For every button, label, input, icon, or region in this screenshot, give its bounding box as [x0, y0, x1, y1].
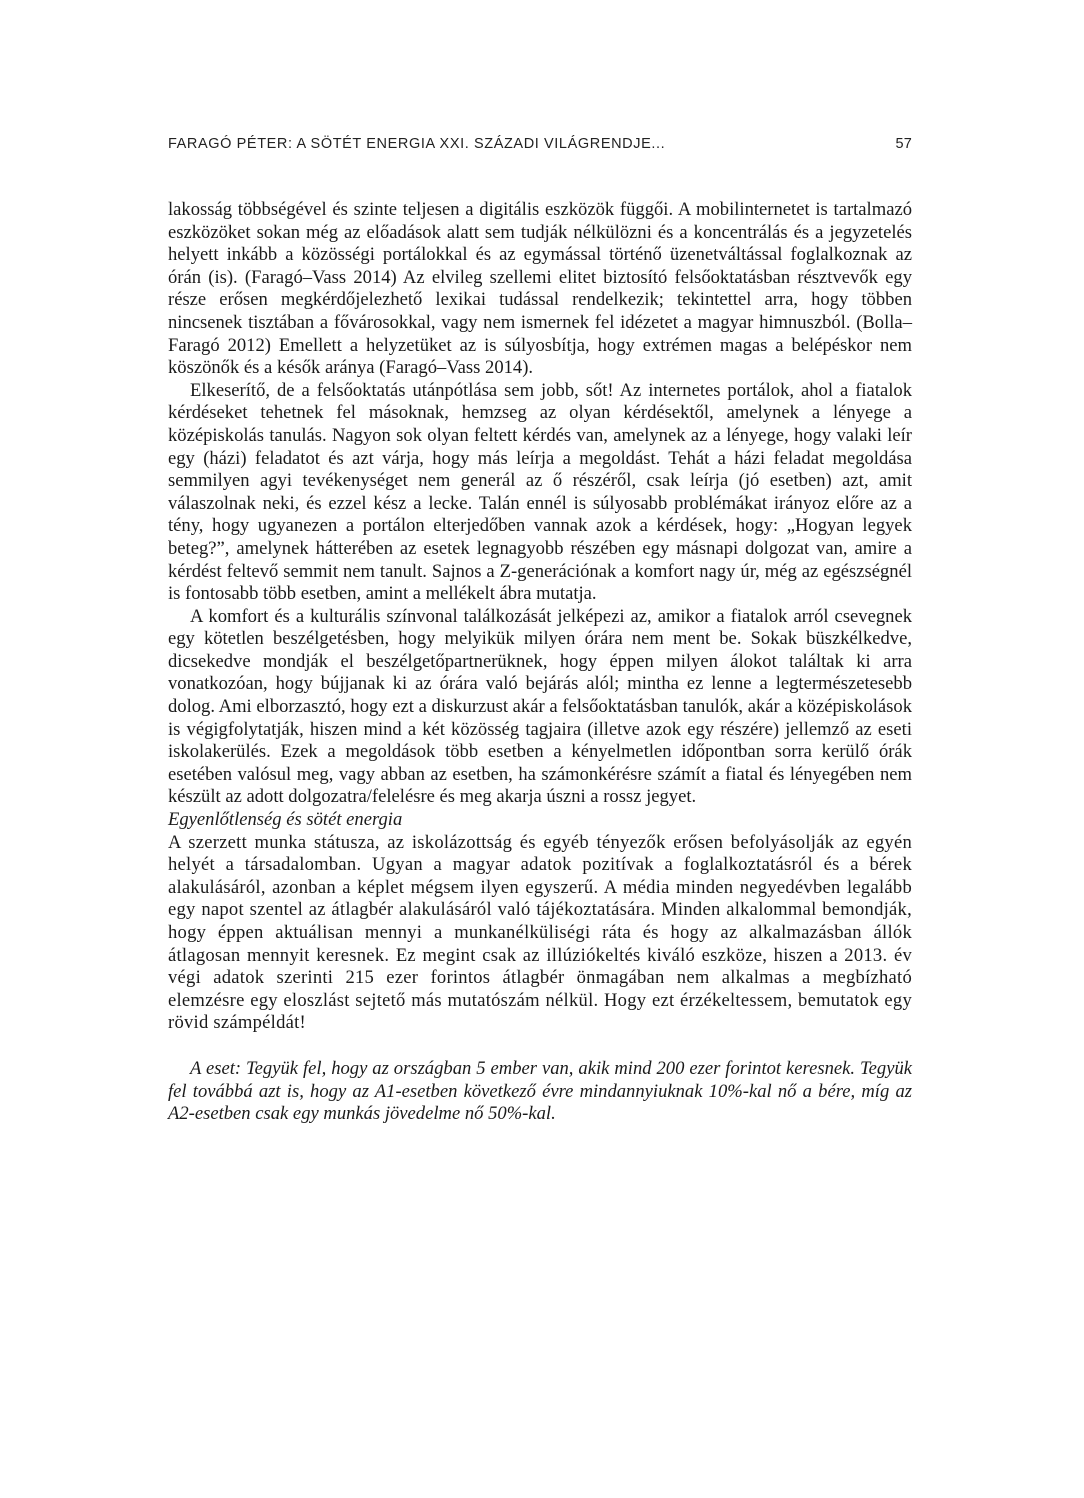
running-head: [168, 136, 912, 156]
body-text: [168, 199, 912, 1126]
section-heading: Egyenlőtlenség és sötét energia: [168, 809, 403, 831]
section-paragraph: A szerzett munka státusza, az iskolázottság és egyéb tényezők erősen befolyásolják az egyén helyét a társadalomban. Ugyan a magyar adatok pozitívak a foglalkoztatásról és a bérek alakulásáról, azonban a képlet mégsem ilyen egyszerű. A média minden negyedévben legalább egy napot szentel az átlagbér alakulásáról való tájékoztatására. Minden alkalommal bemondják, hogy éppen aktuálisan mennyi a munkanélküliségi ráta és hogy az alkalmazásban állók átlagosan mennyit keresnek. Ez megint csak az illúziókeltés kiváló eszköze, hiszen a 2013. év végi adatok szerinti 215 ezer forintos átlagbér önmagában nem alkalmas a megbízható elemzésre egy eloszlást sejtető más mutatószám nélkül. Hogy ezt érzékeltessem, bemutatok egy rövid számpéldát!: [168, 831, 912, 1034]
example-paragraph: A eset: Tegyük fel, hogy az országban 5 ember van, akik mind 200 ezer forintot keresnek. Tegyük fel továbbá azt is, hogy az A1-esetben következő évre mindannyiuknak 10%-kal nő a bére, míg az A2-esetben csak egy munkás jövedelme nő 50%-kal.: [168, 1057, 912, 1125]
paragraph: Elkeserítő, de a felsőoktatás utánpótlása sem jobb, sőt! Az internetes portálok, ahol a fiatalok kérdéseket tehetnek fel másoknak, hemzseg az olyan kérdésektől, amelynek a lényege a középiskolás tanulás. Nagyon sok olyan feltett kérdés van, amelynek az a lényege, hogy valaki leír egy (házi) feladatot és azt várja, hogy más leírja a megoldást. Tehát a házi feladat megoldása semmilyen agyi tevékenységet nem generál az ő részéről, csak leírja (jó esetben) azt, amit válaszolnak neki, és ezzel kész a lecke. Talán ennél is súlyosabb problémákat irányoz előre az a tény, hogy ugyanezen a portálon elterjedőben vannak azok a kérdések, hogy: „Hogyan legyek beteg?”, amelynek hátterében az esetek legnagyobb részében egy másnapi dolgozat van, amire a kérdést feltevő semmit nem tanult. Sajnos a Z-generációnak a komfort nagy úr, még az egészségnél is fontosabb több esetben, amint a mellékelt ábra mutatja.: [168, 379, 912, 605]
paragraph-continuation: lakosság többségével és szinte teljesen a digitális eszközök függői. A mobilinternetet is tartalmazó eszközöket sokan még az előadások alatt sem tudják nélkülözni és a koncentrálás és a jegyzetelés helyett inkább a közösségi portálokkal és az egymással történő üzenetváltással foglalkoznak az órán (is). (Faragó–Vass 2014) Az elvileg szellemi elitet biztosító felsőoktatásban résztvevők egy része erősen megkérdőjelezhető lexikai tudással rendelkezik; tekintettel arra, hogy többen nincsenek tisztában a fővárosokkal, vagy nem ismernek fel idézetet a magyar himnuszból. (Bolla–Faragó 2012) Emellett a helyzetüket az is súlyosbítja, hogy extrémen magas a belépéskor nem köszönők és a késők aránya (Faragó–Vass 2014).: [168, 199, 912, 379]
document-page: [168, 0, 912, 1498]
running-head-title: FARAGÓ PÉTER: A SÖTÉT ENERGIA XXI. SZÁZADI VILÁGRENDJE...: [168, 136, 666, 152]
paragraph: A komfort és a kulturális színvonal találkozását jelképezi az, amikor a fiatalok arról csevegnek egy kötetlen beszélgetésben, hogy melyikük milyen órára nem ment be. Sokak büszkélkedve, dicsekedve mondják el beszélgetőpartnerüknek, hogy éppen milyen álokot találtak ki arra vonatkozóan, hogy bújjanak ki az órára való bejárás alól; mintha ez lenne a legtermészetesebb dolog. Ami elborzasztó, hogy ezt a diskurzust akár a felsőoktatásban tanulók, akár a középiskolások is végigfolytatják, hiszen mind a két közösség tagjaira (illetve azok egy részére) jellemző az eseti iskolakerülés. Ezek a megoldások több esetben a kényelmetlen időpontban sorra kerülő órák esetében valósul meg, vagy abban az esetben, ha számonkérésre számít a fiatal és lényegében nem készült az adott dolgozatra/felelésre és meg akarja úszni a rossz jegyet.: [168, 605, 912, 808]
page-number: 57: [895, 136, 912, 152]
